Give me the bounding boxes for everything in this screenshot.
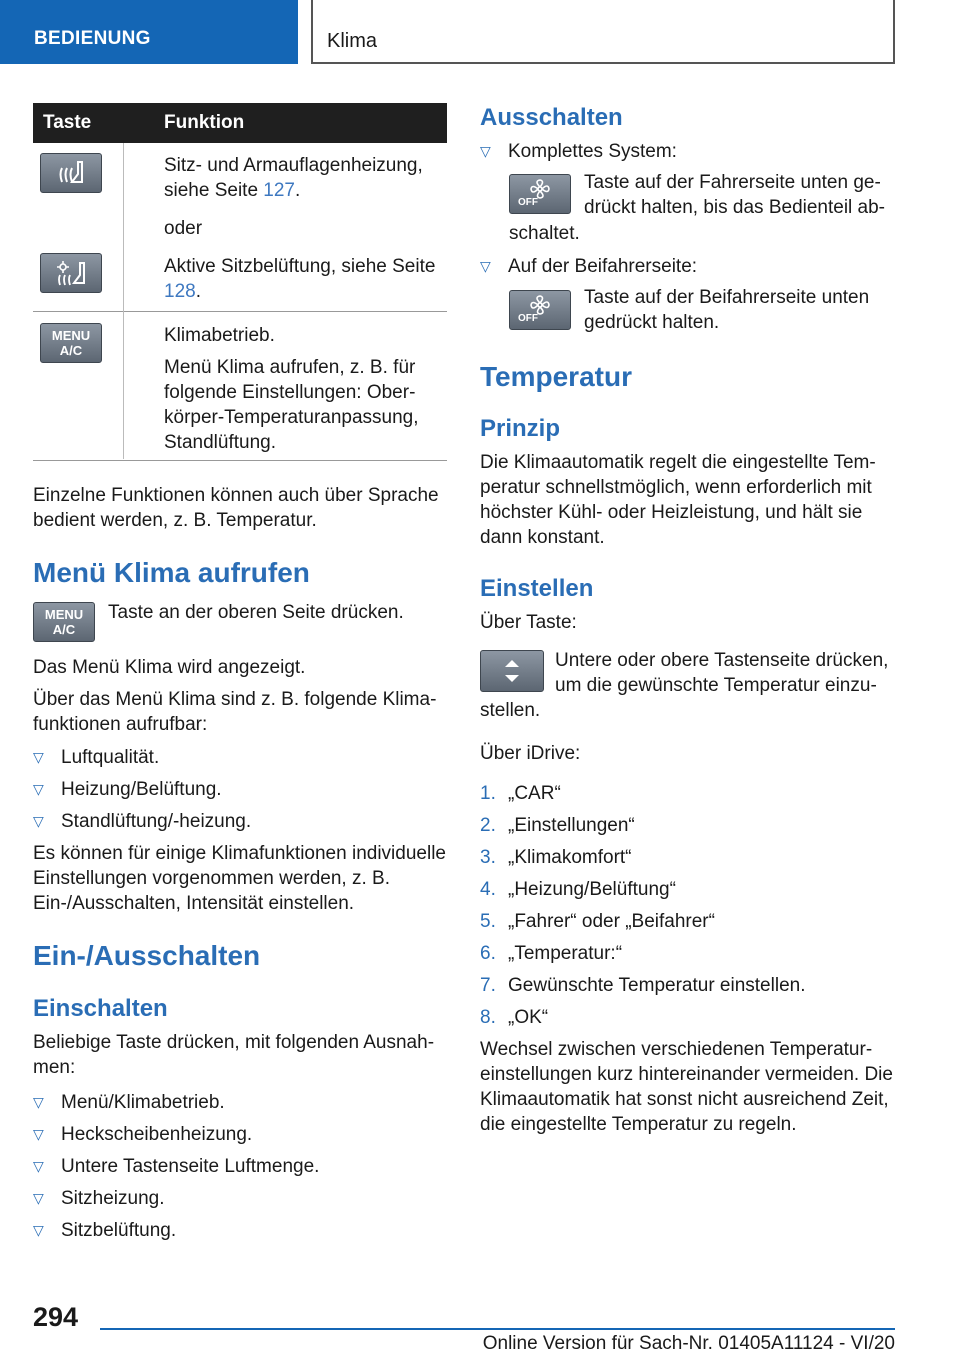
button-line2: um die gewünschte Temperatur einzu- bbox=[555, 675, 877, 696]
chapter-title: Klima bbox=[327, 30, 378, 52]
step-text: „Klimakomfort“ bbox=[508, 847, 632, 868]
step-number: 4. bbox=[480, 879, 496, 900]
menu-body bbox=[33, 655, 447, 916]
step-number: 6. bbox=[480, 943, 496, 964]
header-funktion: Funktion bbox=[164, 112, 245, 133]
btn-menu-text: MENU bbox=[44, 607, 84, 622]
step-number: 1. bbox=[480, 783, 496, 804]
prinzip-text bbox=[480, 450, 900, 550]
step-number: 3. bbox=[480, 847, 496, 868]
menu-press-text bbox=[108, 600, 448, 625]
list-item bbox=[480, 845, 900, 870]
menu-press-paragraph: Taste an der oberen Seite drücken. bbox=[108, 602, 404, 623]
idrive-steps bbox=[480, 781, 900, 1030]
heading-ein-aus: Ein-/Ausschalten bbox=[33, 940, 261, 971]
step-text: „Fahrer“ oder „Beifahrer“ bbox=[508, 911, 715, 932]
heading-einstellen: Einstellen bbox=[480, 575, 594, 602]
header-taste: Taste bbox=[43, 112, 92, 133]
list-item: ▽ Sitzbelüftung. bbox=[33, 1218, 447, 1243]
off-all-label: Komplettes System: bbox=[508, 141, 677, 162]
list-item bbox=[480, 909, 900, 934]
off-all-line1: Taste auf der Fahrerseite unten ge- bbox=[584, 172, 881, 193]
menu-function-list bbox=[33, 745, 447, 834]
fan-off-button-icon bbox=[509, 174, 571, 214]
ausschalten-list-2 bbox=[480, 254, 900, 279]
menu-ac-button-icon bbox=[40, 323, 102, 363]
via-button-label: Über Taste: bbox=[480, 612, 577, 633]
section-tab bbox=[0, 0, 298, 64]
step-number: 8. bbox=[480, 1007, 496, 1028]
list-item bbox=[480, 254, 900, 279]
table-row bbox=[33, 245, 447, 312]
step-number: 7. bbox=[480, 975, 496, 996]
heading-ausschalten: Ausschalten bbox=[480, 104, 623, 131]
step-text: „Einstellungen“ bbox=[508, 815, 635, 836]
off-label: OFF bbox=[518, 197, 538, 208]
function-table bbox=[33, 103, 447, 461]
section-title: BEDIENUNG bbox=[34, 28, 151, 49]
footer-rule bbox=[100, 1328, 895, 1330]
einschalten-list bbox=[33, 1090, 447, 1243]
via-idrive-label: Über iDrive: bbox=[480, 743, 581, 764]
row-text-dot: . bbox=[195, 281, 201, 302]
btn-ac-text: A/C bbox=[59, 343, 83, 358]
seat-heating-button-icon bbox=[40, 153, 102, 193]
heading-menu-klima: Menü Klima aufrufen bbox=[33, 557, 310, 588]
page-ref-127[interactable]: 127 bbox=[263, 180, 295, 201]
menu-ac-button-icon-2 bbox=[33, 602, 95, 642]
table-column-divider bbox=[123, 143, 124, 459]
row-text-dot: . bbox=[295, 180, 301, 201]
btn-ac-text: A/C bbox=[52, 622, 76, 637]
step-text: Gewünschte Temperatur einstellen. bbox=[508, 975, 806, 996]
list-item: ▽ Heizung/Belüftung. bbox=[33, 777, 447, 802]
list-item bbox=[480, 139, 900, 164]
idrive-body bbox=[480, 741, 900, 1137]
einschalten-body bbox=[33, 1030, 447, 1250]
warning-paragraph: Wechsel zwischen verschiedenen Temperatureinstellungen kurz hintereinander vermeiden. Die Klimaautomatik hat sonst nicht ausreichend Zeit, die eingestellte Temperatur zu regeln. bbox=[480, 1039, 893, 1135]
heading-prinzip: Prinzip bbox=[480, 415, 561, 442]
list-item: ▽ Luftqualität. bbox=[33, 745, 447, 770]
page-ref-128[interactable]: 128 bbox=[164, 281, 196, 302]
button-line3: stellen. bbox=[480, 700, 541, 721]
step-text: „CAR“ bbox=[508, 783, 561, 804]
list-item bbox=[480, 1005, 900, 1030]
seat-ventilation-button-icon bbox=[40, 253, 102, 293]
off-label: OFF bbox=[518, 313, 538, 324]
row-text-b: Aktive Sitzbelüftung, siehe Seite bbox=[164, 256, 436, 277]
row-klimabetrieb: Klimabetrieb. bbox=[164, 325, 275, 346]
chapter-box bbox=[311, 0, 895, 64]
button-line1: Untere oder obere Tastenseite drücken, bbox=[555, 650, 889, 671]
off-pass-line1: Taste auf der Beifahrerseite unten bbox=[584, 287, 870, 308]
row-text bbox=[164, 323, 447, 455]
list-item: ▽ Untere Tastenseite Luftmenge. bbox=[33, 1154, 447, 1179]
button-text-cont bbox=[480, 698, 900, 723]
list-item: ▽ Sitzheizung. bbox=[33, 1186, 447, 1211]
list-item: ▽ Menü/Klimabetrieb. bbox=[33, 1090, 447, 1115]
ausschalten-body-2 bbox=[480, 254, 900, 286]
fan-off-button-icon-2 bbox=[509, 290, 571, 330]
step-number: 5. bbox=[480, 911, 496, 932]
table-row bbox=[33, 143, 447, 245]
row-or: oder bbox=[164, 218, 203, 239]
list-item bbox=[480, 973, 900, 998]
list-item bbox=[480, 813, 900, 838]
table-row bbox=[33, 312, 447, 461]
menu-shown-paragraph: Das Menü Klima wird angezeigt. bbox=[33, 657, 306, 678]
einschalten-paragraph: Beliebige Taste drücken, mit folgenden Ausnahmen: bbox=[33, 1032, 435, 1078]
off-pass-line2: gedrückt halten. bbox=[584, 312, 720, 333]
temperature-rocker-icon bbox=[480, 650, 544, 692]
off-pass-label: Auf der Beifahrerseite: bbox=[508, 256, 698, 277]
step-text: „Heizung/Belüftung“ bbox=[508, 879, 676, 900]
button-text bbox=[555, 648, 905, 698]
step-number: 2. bbox=[480, 815, 496, 836]
heading-einschalten: Einschalten bbox=[33, 995, 168, 1022]
intro-text bbox=[33, 483, 447, 533]
step-text: „Temperatur:“ bbox=[508, 943, 623, 964]
off-all-text bbox=[584, 170, 904, 220]
btn-menu-text: MENU bbox=[51, 328, 91, 343]
row-text bbox=[164, 153, 447, 241]
list-item bbox=[480, 941, 900, 966]
page-number: 294 bbox=[33, 1302, 79, 1332]
step-text: „OK“ bbox=[508, 1007, 549, 1028]
ausschalten-body bbox=[480, 139, 900, 171]
prinzip-paragraph: Die Klimaautomatik regelt die eingestellte Temperatur schnellstmöglich, wenn erforderlich mit höchster Kühl- oder Heizleistung, und hält sie dann konstant. bbox=[480, 452, 876, 548]
off-all-line3: schaltet. bbox=[509, 223, 580, 244]
heading-temperatur: Temperatur bbox=[480, 361, 632, 392]
row-text-a: Sitz- und Armauflagenheizung, siehe Seite bbox=[164, 155, 423, 201]
list-item: ▽ Heckscheibenheizung. bbox=[33, 1122, 447, 1147]
menu-functions-paragraph: Über das Menü Klima sind z. B. folgende Klimafunktionen aufrufbar: bbox=[33, 689, 437, 735]
table-header bbox=[33, 103, 447, 143]
off-pass-text bbox=[584, 285, 904, 335]
list-item: ▽ Standlüftung/-heizung. bbox=[33, 809, 447, 834]
row-text bbox=[164, 254, 447, 304]
via-button-text bbox=[480, 610, 900, 635]
intro-paragraph: Einzelne Funktionen können auch über Sprache bedient werden, z. B. Temperatur. bbox=[33, 485, 439, 531]
row-menu-desc: Menü Klima aufrufen, z. B. für folgende Einstellungen: Oberkörper-Temperaturanpassung, Standlüftung. bbox=[164, 357, 419, 453]
off-all-line2: drückt halten, bis das Bedienteil ab- bbox=[584, 197, 886, 218]
ausschalten-list bbox=[480, 139, 900, 164]
off-all-text-cont bbox=[509, 221, 899, 246]
individual-paragraph: Es können für einige Klimafunktionen individuelle Einstellungen vorgenommen werden, z. B. Ein-/Ausschalten, Intensität einstellen. bbox=[33, 843, 446, 914]
footer-version: Online Version für Sach-Nr. 01405A11124 - VI/20 bbox=[482, 1333, 895, 1354]
list-item bbox=[480, 877, 900, 902]
list-item bbox=[480, 781, 900, 806]
